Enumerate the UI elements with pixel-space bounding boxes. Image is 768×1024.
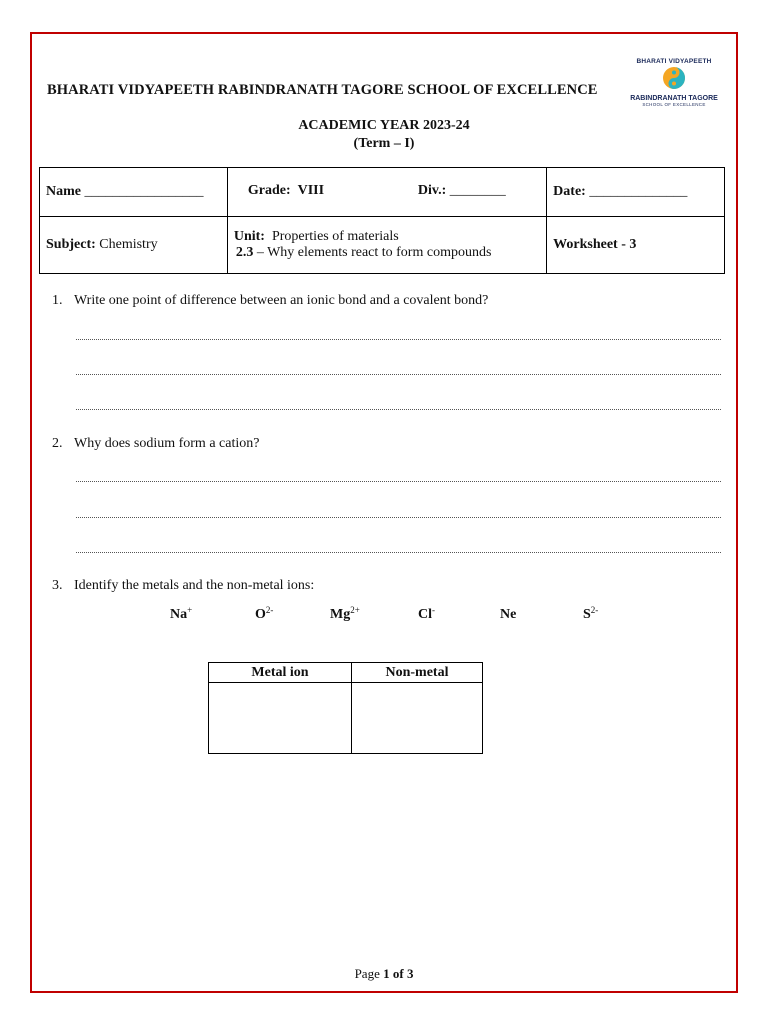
logo-sub-text: SCHOOL OF EXCELLENCE [642, 102, 706, 107]
ion-list [0, 607, 768, 627]
div-blank[interactable]: ________ [449, 183, 506, 198]
question-1 [52, 293, 488, 309]
grade-div-cell [227, 168, 546, 217]
grade-label: Grade: [247, 183, 291, 198]
answer-line[interactable] [76, 339, 721, 341]
school-logo [626, 58, 722, 116]
academic-year: ACADEMIC YEAR 2023-24 [298, 118, 470, 133]
subject-value: Chemistry [99, 237, 158, 252]
question-text: Identify the metals and the non-metal ions: [74, 578, 315, 593]
div-label: Div.: [417, 183, 447, 198]
school-name: BHARATI VIDYAPEETH RABINDRANATH TAGORE SCHOOL OF EXCELLENCE [47, 82, 598, 98]
ion-magnesium: $Mg^{2+}$ [330, 605, 360, 622]
question-2 [52, 436, 259, 452]
answer-line[interactable] [76, 481, 721, 483]
grade-value: VIII [297, 183, 325, 198]
page-total: 3 [406, 966, 414, 981]
subject-label: Subject: [46, 237, 96, 252]
answer-line[interactable] [76, 409, 721, 411]
name-label: Name [46, 184, 81, 199]
date-blank[interactable]: ______________ [589, 184, 688, 199]
unit-cell [227, 217, 546, 274]
question-number: 3. [52, 578, 63, 593]
metal-ion-header: Metal ion [209, 663, 352, 683]
metal-nonmetal-table [208, 662, 483, 754]
answer-line[interactable] [76, 374, 721, 376]
question-number: 2. [52, 436, 63, 451]
name-cell[interactable] [40, 168, 228, 217]
date-label: Date: [553, 184, 586, 199]
worksheet-number: Worksheet - 3 [547, 217, 725, 274]
non-metal-header: Non-metal [352, 663, 483, 683]
ion-oxide: $O^{2-}$ [255, 605, 274, 622]
question-number: 1. [52, 293, 63, 308]
non-metal-answer-cell[interactable] [352, 683, 483, 754]
term: (Term – I) [353, 136, 415, 151]
metal-ion-answer-cell[interactable] [209, 683, 352, 754]
student-info-table [39, 167, 725, 274]
topic-text: – Why elements react to form compounds [256, 245, 492, 260]
ion-sulfide: $S^{2-}$ [583, 605, 599, 622]
page-current: 1 [383, 966, 390, 981]
unit-label: Unit: [233, 229, 265, 244]
ion-sodium: Na+ [170, 605, 193, 622]
unit-value: Properties of materials [271, 229, 399, 244]
subject-cell [40, 217, 228, 274]
date-cell[interactable] [547, 168, 725, 217]
answer-line[interactable] [76, 517, 721, 519]
page-of: of [392, 966, 404, 981]
ion-chloride: Cl- [418, 605, 435, 622]
topic-number: 2.3 [235, 245, 254, 260]
question-text: Why does sodium form a cation? [74, 436, 260, 451]
logo-name-text: RABINDRANATH TAGORE [630, 95, 718, 102]
question-3 [52, 578, 314, 594]
logo-top-text: BHARATI VIDYAPEETH [636, 58, 712, 65]
name-blank[interactable]: _________________ [84, 184, 204, 199]
page-number [0, 966, 768, 982]
question-text: Write one point of difference between an ionic bond and a covalent bond? [74, 293, 489, 308]
yin-yang-swirl-icon [626, 65, 722, 91]
answer-line[interactable] [76, 552, 721, 554]
page-word: Page [354, 966, 380, 981]
ion-neon: Ne [500, 607, 517, 622]
